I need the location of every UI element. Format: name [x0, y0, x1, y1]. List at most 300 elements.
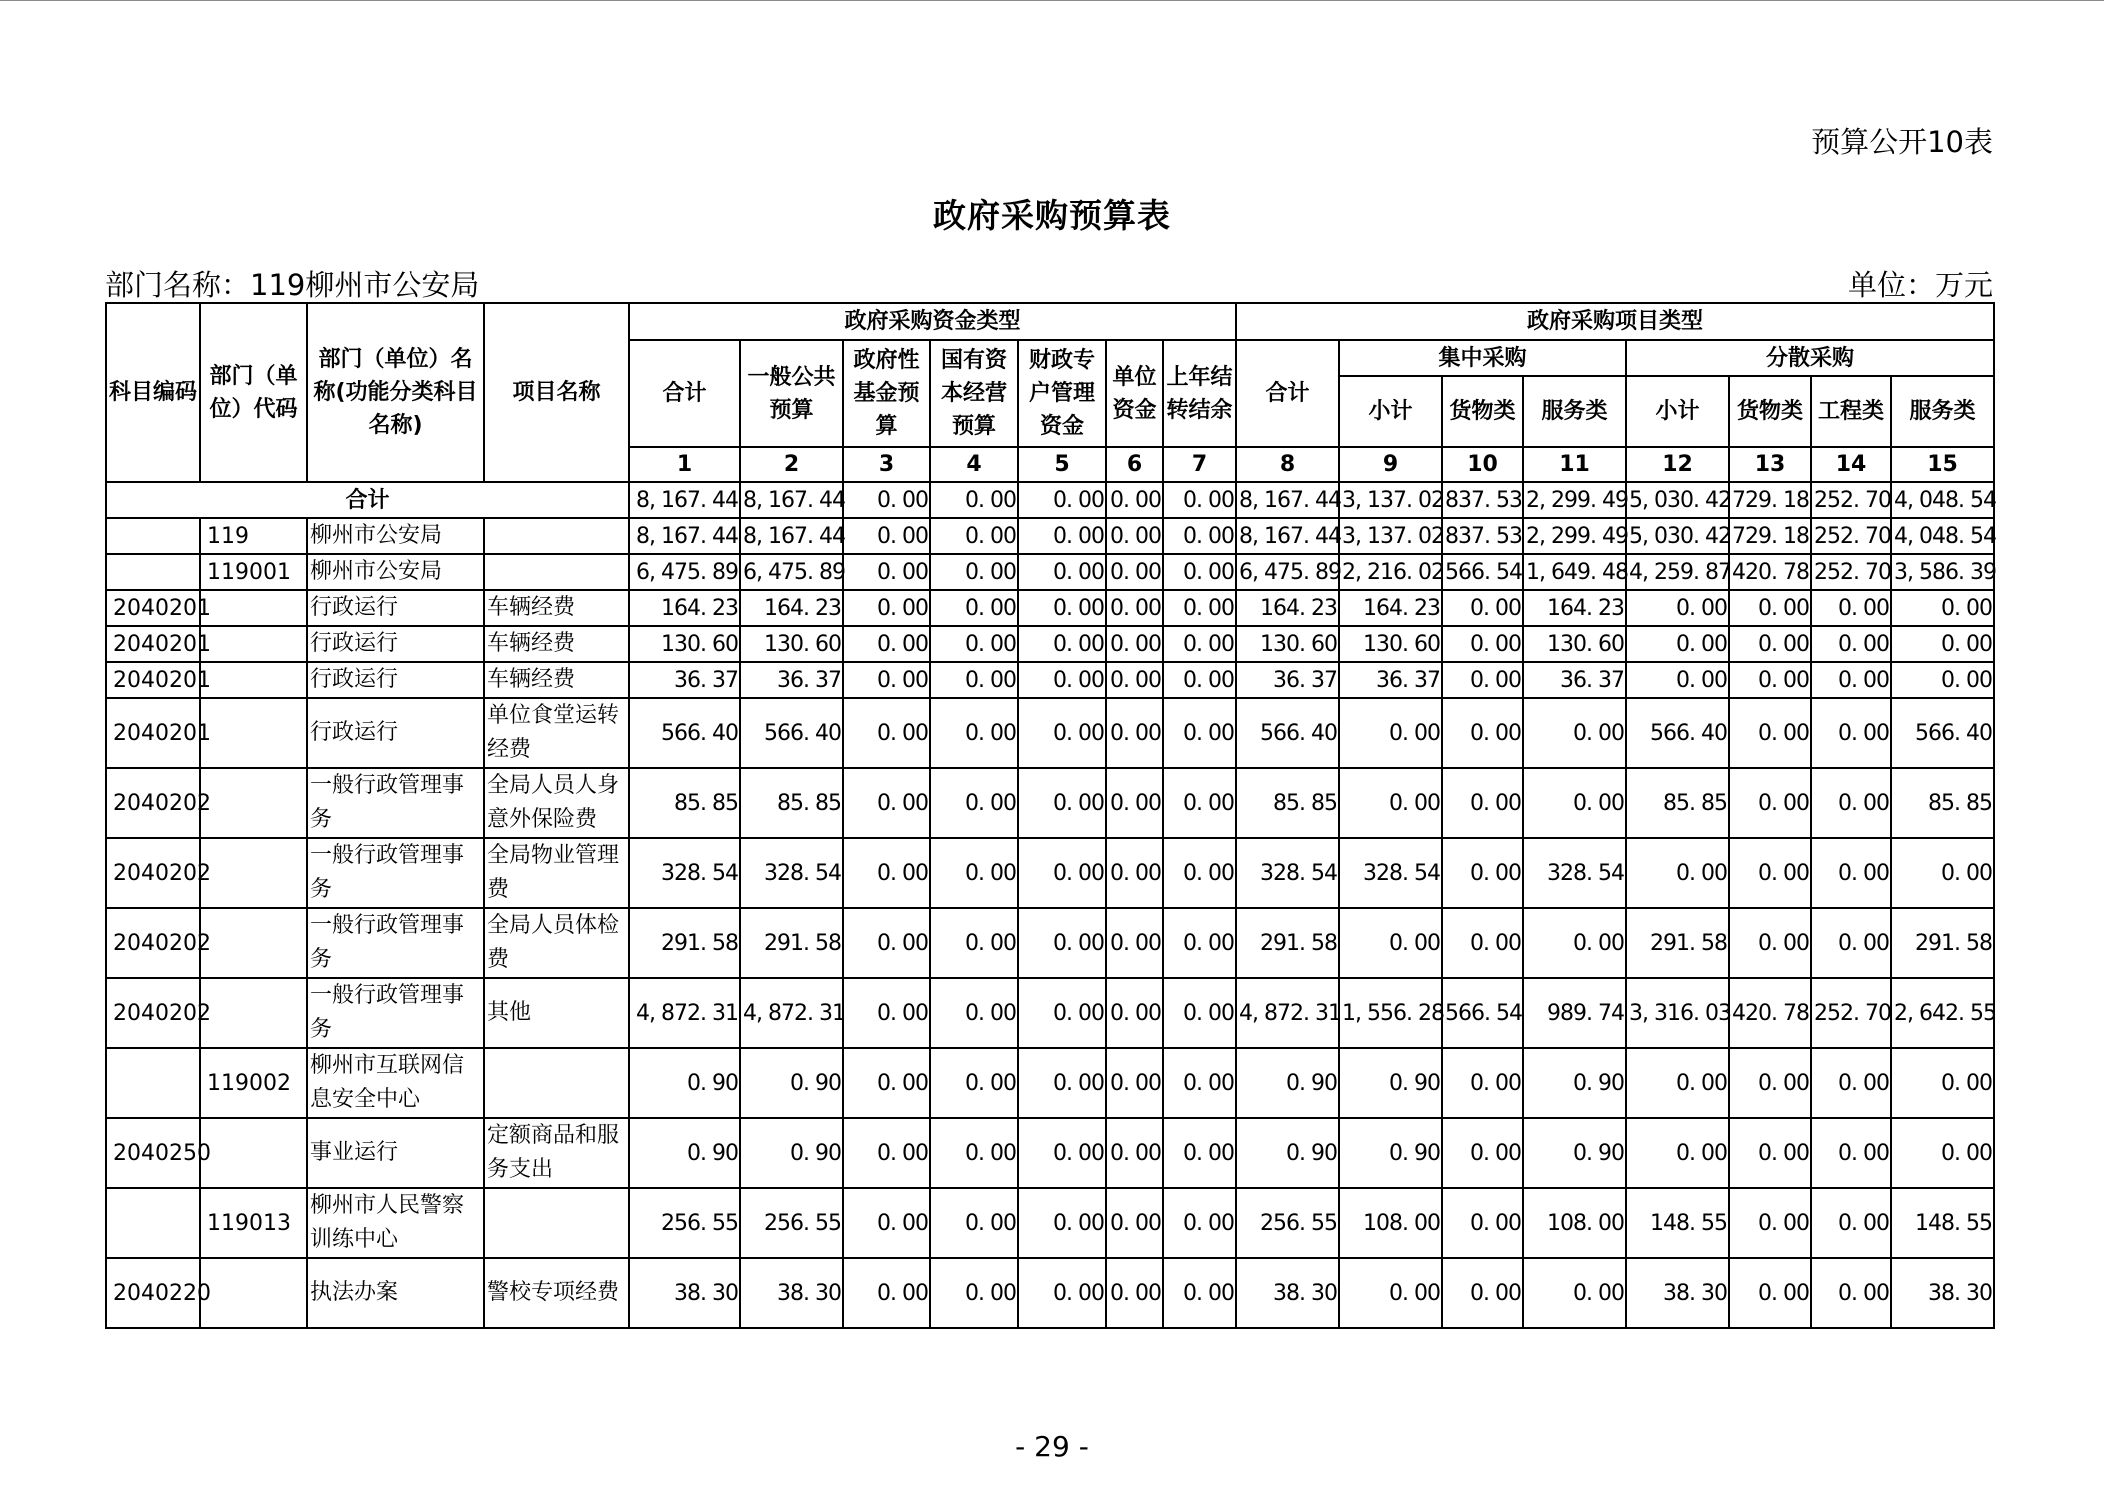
value-cell: 0. 00 — [1442, 698, 1523, 768]
value-cell: 0. 00 — [1811, 662, 1891, 698]
table-row — [106, 662, 1994, 698]
header-dispersed: 分散采购 — [1626, 340, 1994, 376]
value-cell: 989. 74 — [1523, 978, 1626, 1048]
value-cell: 0. 00 — [1891, 1048, 1994, 1118]
dept-code-cell — [200, 978, 307, 1048]
column-number: 10 — [1442, 447, 1523, 482]
value-cell: 0. 00 — [1163, 838, 1236, 908]
dept-name-cell: 行政运行 — [307, 590, 484, 626]
value-cell: 0. 00 — [843, 590, 930, 626]
project-name-cell: 其他 — [484, 978, 629, 1048]
value-cell: 0. 00 — [1106, 698, 1163, 768]
value-cell: 0. 00 — [1442, 1188, 1523, 1258]
value-cell: 0. 00 — [1106, 978, 1163, 1048]
value-cell: 328. 54 — [1339, 838, 1442, 908]
value-cell: 0. 00 — [930, 908, 1018, 978]
dept-code-cell — [200, 768, 307, 838]
value-cell: 0. 00 — [1018, 662, 1106, 698]
subject-code-cell: 2040201 — [106, 662, 200, 698]
value-cell: 0. 00 — [930, 554, 1018, 590]
value-cell: 0. 00 — [1442, 838, 1523, 908]
value-cell: 0. 00 — [1106, 1048, 1163, 1118]
value-cell: 0. 00 — [1626, 1118, 1729, 1188]
value-cell: 252. 70 — [1811, 554, 1891, 590]
value-cell: 0. 00 — [1339, 698, 1442, 768]
value-cell: 0. 00 — [1442, 662, 1523, 698]
project-name-cell: 定额商品和服务支出 — [484, 1118, 629, 1188]
value-cell: 0. 00 — [1626, 838, 1729, 908]
column-number: 3 — [843, 447, 930, 482]
value-cell: 0. 00 — [1442, 1118, 1523, 1188]
subject-code-cell: 2040202 — [106, 908, 200, 978]
project-name-cell: 单位食堂运转经费 — [484, 698, 629, 768]
value-cell: 85. 85 — [629, 768, 740, 838]
table-row — [106, 908, 1994, 978]
value-cell: 0. 00 — [1106, 590, 1163, 626]
project-name-cell — [484, 1188, 629, 1258]
value-cell: 0. 00 — [1891, 838, 1994, 908]
header-cent-services: 服务类 — [1523, 376, 1626, 447]
value-cell: 566. 40 — [1236, 698, 1339, 768]
column-number: 8 — [1236, 447, 1339, 482]
value-cell: 729. 18 — [1729, 518, 1811, 554]
value-cell: 252. 70 — [1811, 518, 1891, 554]
dept-code-cell — [200, 590, 307, 626]
project-name-cell: 警校专项经费 — [484, 1258, 629, 1328]
subject-code-cell: 2040201 — [106, 590, 200, 626]
value-cell: 0. 00 — [1891, 662, 1994, 698]
value-cell: 2, 216. 02 — [1339, 554, 1442, 590]
value-cell: 328. 54 — [1236, 838, 1339, 908]
value-cell: 36. 37 — [1236, 662, 1339, 698]
value-cell: 36. 37 — [740, 662, 843, 698]
header-dept-name: 部门（单位）名称(功能分类科目名称) — [307, 303, 484, 482]
header-unit-fund: 单位资金 — [1106, 340, 1163, 447]
value-cell: 0. 00 — [1811, 626, 1891, 662]
value-cell: 0. 00 — [1626, 1048, 1729, 1118]
column-number: 11 — [1523, 447, 1626, 482]
value-cell: 0. 00 — [1811, 1258, 1891, 1328]
value-cell: 6, 475. 89 — [1236, 554, 1339, 590]
value-cell: 5, 030. 42 — [1626, 518, 1729, 554]
subject-code-cell: 2040201 — [106, 698, 200, 768]
header-disp-services: 服务类 — [1891, 376, 1994, 447]
value-cell: 164. 23 — [629, 590, 740, 626]
value-cell: 0. 90 — [1339, 1118, 1442, 1188]
procurement-budget-table — [105, 302, 1995, 1329]
value-cell: 0. 00 — [1163, 908, 1236, 978]
table-row — [106, 590, 1994, 626]
value-cell: 0. 00 — [1523, 768, 1626, 838]
header-general-budget: 一般公共预算 — [740, 340, 843, 447]
column-number: 6 — [1106, 447, 1163, 482]
header-fund-total: 合计 — [629, 340, 740, 447]
column-number: 9 — [1339, 447, 1442, 482]
value-cell: 4, 872. 31 — [1236, 978, 1339, 1048]
value-cell: 0. 90 — [1523, 1118, 1626, 1188]
total-cell: 837. 53 — [1442, 482, 1523, 518]
value-cell: 420. 78 — [1729, 978, 1811, 1048]
header-fund-type: 政府采购资金类型 — [629, 303, 1236, 340]
value-cell: 148. 55 — [1626, 1188, 1729, 1258]
page-title: 政府采购预算表 — [933, 196, 1171, 235]
value-cell: 4, 048. 54 — [1891, 518, 1994, 554]
project-name-cell: 车辆经费 — [484, 662, 629, 698]
value-cell: 8, 167. 44 — [740, 518, 843, 554]
total-cell: 0. 00 — [1163, 482, 1236, 518]
value-cell: 0. 00 — [1163, 626, 1236, 662]
value-cell: 0. 00 — [1163, 1188, 1236, 1258]
total-cell: 8, 167. 44 — [740, 482, 843, 518]
header-gov-fund: 政府性基金预算 — [843, 340, 930, 447]
value-cell: 8, 167. 44 — [629, 518, 740, 554]
value-cell: 0. 00 — [1106, 626, 1163, 662]
value-cell: 291. 58 — [1626, 908, 1729, 978]
value-cell: 0. 00 — [1106, 838, 1163, 908]
unit-label: 单位：万元 — [1847, 268, 1993, 302]
value-cell: 0. 00 — [1018, 554, 1106, 590]
value-cell: 0. 00 — [1339, 1258, 1442, 1328]
total-cell: 0. 00 — [930, 482, 1018, 518]
value-cell: 0. 00 — [1523, 698, 1626, 768]
value-cell: 38. 30 — [740, 1258, 843, 1328]
value-cell: 0. 00 — [1018, 590, 1106, 626]
value-cell: 0. 00 — [1106, 1118, 1163, 1188]
value-cell: 38. 30 — [1891, 1258, 1994, 1328]
value-cell: 0. 00 — [843, 838, 930, 908]
value-cell: 1, 556. 28 — [1339, 978, 1442, 1048]
column-number: 2 — [740, 447, 843, 482]
dept-code-cell — [200, 662, 307, 698]
value-cell: 0. 00 — [1442, 626, 1523, 662]
value-cell: 0. 00 — [843, 768, 930, 838]
value-cell: 0. 00 — [1018, 698, 1106, 768]
value-cell: 0. 00 — [1163, 978, 1236, 1048]
value-cell: 0. 00 — [1729, 1188, 1811, 1258]
value-cell: 0. 00 — [1106, 1188, 1163, 1258]
value-cell: 252. 70 — [1811, 978, 1891, 1048]
dept-code-cell: 119013 — [200, 1188, 307, 1258]
value-cell: 0. 00 — [1163, 662, 1236, 698]
value-cell: 0. 00 — [1891, 590, 1994, 626]
value-cell: 0. 00 — [1163, 554, 1236, 590]
value-cell: 0. 00 — [1442, 768, 1523, 838]
total-cell: 729. 18 — [1729, 482, 1811, 518]
value-cell: 0. 00 — [843, 978, 930, 1048]
value-cell: 3, 316. 03 — [1626, 978, 1729, 1048]
value-cell: 837. 53 — [1442, 518, 1523, 554]
header-special-account: 财政专户管理资金 — [1018, 340, 1106, 447]
value-cell: 0. 00 — [1018, 838, 1106, 908]
total-cell: 0. 00 — [1018, 482, 1106, 518]
project-name-cell: 全局人员人身意外保险费 — [484, 768, 629, 838]
value-cell: 0. 00 — [1106, 768, 1163, 838]
header-project-name: 项目名称 — [484, 303, 629, 482]
header-disp-works: 工程类 — [1811, 376, 1891, 447]
project-name-cell: 车辆经费 — [484, 626, 629, 662]
value-cell: 0. 00 — [1891, 626, 1994, 662]
total-cell: 4, 048. 54 — [1891, 482, 1994, 518]
table-row — [106, 838, 1994, 908]
value-cell: 0. 00 — [930, 1188, 1018, 1258]
value-cell: 0. 00 — [1163, 698, 1236, 768]
value-cell: 0. 00 — [1106, 662, 1163, 698]
value-cell: 0. 00 — [1106, 554, 1163, 590]
value-cell: 0. 00 — [843, 1118, 930, 1188]
dept-code-cell — [200, 908, 307, 978]
value-cell: 38. 30 — [1236, 1258, 1339, 1328]
value-cell: 85. 85 — [1236, 768, 1339, 838]
value-cell: 0. 00 — [930, 1258, 1018, 1328]
total-cell: 0. 00 — [843, 482, 930, 518]
total-cell: 8, 167. 44 — [629, 482, 740, 518]
column-number: 14 — [1811, 447, 1891, 482]
page-number: - 29 - — [1015, 1430, 1089, 1463]
value-cell: 0. 00 — [1163, 768, 1236, 838]
value-cell: 4, 872. 31 — [629, 978, 740, 1048]
table-row — [106, 1258, 1994, 1328]
header-state-capital: 国有资本经营预算 — [930, 340, 1018, 447]
header-carryover: 上年结转结余 — [1163, 340, 1236, 447]
value-cell: 4, 872. 31 — [740, 978, 843, 1048]
value-cell: 0. 00 — [843, 554, 930, 590]
table-row — [106, 1188, 1994, 1258]
table-row — [106, 554, 1994, 590]
value-cell: 0. 00 — [1018, 908, 1106, 978]
header-disp-goods: 货物类 — [1729, 376, 1811, 447]
value-cell: 0. 00 — [1729, 1258, 1811, 1328]
value-cell: 0. 00 — [1442, 908, 1523, 978]
column-number: 13 — [1729, 447, 1811, 482]
column-number: 4 — [930, 447, 1018, 482]
value-cell: 0. 00 — [930, 768, 1018, 838]
subject-code-cell — [106, 554, 200, 590]
value-cell: 85. 85 — [1891, 768, 1994, 838]
value-cell: 566. 54 — [1442, 554, 1523, 590]
header-disp-subtotal: 小计 — [1626, 376, 1729, 447]
subject-code-cell — [106, 1048, 200, 1118]
value-cell: 0. 90 — [1523, 1048, 1626, 1118]
dept-name-cell: 行政运行 — [307, 626, 484, 662]
dept-name-cell: 一般行政管理事务 — [307, 768, 484, 838]
table-row — [106, 978, 1994, 1048]
subject-code-cell: 2040202 — [106, 978, 200, 1048]
project-name-cell: 全局人员体检费 — [484, 908, 629, 978]
value-cell: 108. 00 — [1523, 1188, 1626, 1258]
project-name-cell — [484, 1048, 629, 1118]
value-cell: 0. 00 — [1729, 698, 1811, 768]
value-cell: 164. 23 — [740, 590, 843, 626]
value-cell: 36. 37 — [629, 662, 740, 698]
value-cell: 36. 37 — [1339, 662, 1442, 698]
table-row — [106, 518, 1994, 554]
column-number: 15 — [1891, 447, 1994, 482]
dept-name-cell: 行政运行 — [307, 698, 484, 768]
value-cell: 0. 00 — [1729, 590, 1811, 626]
dept-code-cell: 119002 — [200, 1048, 307, 1118]
value-cell: 0. 00 — [1018, 768, 1106, 838]
top-rule — [0, 0, 2104, 1]
value-cell: 0. 00 — [843, 518, 930, 554]
value-cell: 0. 90 — [740, 1118, 843, 1188]
value-cell: 164. 23 — [1236, 590, 1339, 626]
value-cell: 130. 60 — [629, 626, 740, 662]
value-cell: 566. 40 — [1891, 698, 1994, 768]
value-cell: 291. 58 — [1236, 908, 1339, 978]
project-name-cell — [484, 518, 629, 554]
value-cell: 0. 00 — [1811, 908, 1891, 978]
value-cell: 0. 00 — [1729, 838, 1811, 908]
value-cell: 0. 00 — [1018, 1258, 1106, 1328]
value-cell: 85. 85 — [740, 768, 843, 838]
value-cell: 328. 54 — [740, 838, 843, 908]
value-cell: 0. 00 — [930, 518, 1018, 554]
dept-name-cell: 事业运行 — [307, 1118, 484, 1188]
value-cell: 108. 00 — [1339, 1188, 1442, 1258]
value-cell: 0. 00 — [1163, 1048, 1236, 1118]
subject-code-cell — [106, 518, 200, 554]
value-cell: 0. 00 — [1163, 1258, 1236, 1328]
value-cell: 291. 58 — [740, 908, 843, 978]
value-cell: 328. 54 — [1523, 838, 1626, 908]
value-cell: 0. 00 — [1811, 590, 1891, 626]
value-cell: 0. 00 — [1729, 662, 1811, 698]
total-cell: 8, 167. 44 — [1236, 482, 1339, 518]
value-cell: 0. 00 — [1729, 1048, 1811, 1118]
value-cell: 0. 00 — [1442, 590, 1523, 626]
value-cell: 0. 00 — [1163, 518, 1236, 554]
value-cell: 38. 30 — [1626, 1258, 1729, 1328]
value-cell: 291. 58 — [629, 908, 740, 978]
table-row — [106, 1118, 1994, 1188]
dept-name-cell: 柳州市人民警察训练中心 — [307, 1188, 484, 1258]
value-cell: 0. 00 — [843, 1188, 930, 1258]
value-cell: 1, 649. 48 — [1523, 554, 1626, 590]
total-row-label: 合计 — [106, 482, 629, 518]
value-cell: 38. 30 — [629, 1258, 740, 1328]
value-cell: 0. 00 — [843, 908, 930, 978]
value-cell: 130. 60 — [1339, 626, 1442, 662]
value-cell: 256. 55 — [740, 1188, 843, 1258]
table-row — [106, 768, 1994, 838]
value-cell: 0. 00 — [1811, 698, 1891, 768]
subject-code-cell: 2040202 — [106, 838, 200, 908]
value-cell: 0. 00 — [1339, 908, 1442, 978]
value-cell: 85. 85 — [1626, 768, 1729, 838]
header-cent-goods: 货物类 — [1442, 376, 1523, 447]
value-cell: 0. 00 — [843, 1258, 930, 1328]
value-cell: 566. 40 — [1626, 698, 1729, 768]
value-cell: 0. 90 — [1236, 1118, 1339, 1188]
value-cell: 0. 90 — [629, 1118, 740, 1188]
value-cell: 0. 00 — [1523, 1258, 1626, 1328]
value-cell: 0. 00 — [1523, 908, 1626, 978]
table-row — [106, 626, 1994, 662]
value-cell: 0. 00 — [930, 626, 1018, 662]
dept-code-cell — [200, 698, 307, 768]
value-cell: 0. 00 — [1626, 662, 1729, 698]
header-project-total: 合计 — [1236, 340, 1339, 447]
value-cell: 0. 00 — [1811, 1188, 1891, 1258]
value-cell: 3, 137. 02 — [1339, 518, 1442, 554]
value-cell: 3, 586. 39 — [1891, 554, 1994, 590]
value-cell: 0. 00 — [1163, 1118, 1236, 1188]
value-cell: 0. 00 — [843, 626, 930, 662]
value-cell: 0. 00 — [1729, 626, 1811, 662]
value-cell: 0. 00 — [1626, 590, 1729, 626]
value-cell: 0. 00 — [1811, 768, 1891, 838]
dept-name-cell: 一般行政管理事务 — [307, 908, 484, 978]
value-cell: 0. 00 — [1729, 768, 1811, 838]
value-cell: 0. 00 — [1442, 1258, 1523, 1328]
value-cell: 0. 00 — [1018, 626, 1106, 662]
value-cell: 256. 55 — [629, 1188, 740, 1258]
dept-name-cell: 柳州市公安局 — [307, 554, 484, 590]
value-cell: 328. 54 — [629, 838, 740, 908]
dept-code-cell: 119 — [200, 518, 307, 554]
column-number: 12 — [1626, 447, 1729, 482]
dept-name-cell: 一般行政管理事务 — [307, 978, 484, 1048]
value-cell: 0. 00 — [1018, 518, 1106, 554]
value-cell: 0. 00 — [1811, 1048, 1891, 1118]
project-name-cell — [484, 554, 629, 590]
column-number: 5 — [1018, 447, 1106, 482]
value-cell: 0. 00 — [843, 1048, 930, 1118]
value-cell: 0. 00 — [930, 1048, 1018, 1118]
value-cell: 2, 642. 55 — [1891, 978, 1994, 1048]
column-number: 1 — [629, 447, 740, 482]
value-cell: 0. 00 — [1106, 1258, 1163, 1328]
value-cell: 8, 167. 44 — [1236, 518, 1339, 554]
header-subject-code: 科目编码 — [106, 303, 200, 482]
subject-code-cell: 2040202 — [106, 768, 200, 838]
value-cell: 2, 299. 49 — [1523, 518, 1626, 554]
value-cell: 0. 00 — [1729, 1118, 1811, 1188]
table-number: 预算公开10表 — [1811, 125, 1993, 159]
table-row — [106, 1048, 1994, 1118]
value-cell: 0. 00 — [930, 698, 1018, 768]
value-cell: 0. 00 — [1106, 518, 1163, 554]
dept-name-cell: 行政运行 — [307, 662, 484, 698]
department-label: 部门名称：119柳州市公安局 — [105, 268, 480, 302]
value-cell: 164. 23 — [1523, 590, 1626, 626]
subject-code-cell: 2040220 — [106, 1258, 200, 1328]
value-cell: 0. 00 — [1729, 908, 1811, 978]
value-cell: 0. 00 — [843, 662, 930, 698]
table-row — [106, 698, 1994, 768]
value-cell: 6, 475. 89 — [629, 554, 740, 590]
header-cent-subtotal: 小计 — [1339, 376, 1442, 447]
value-cell: 148. 55 — [1891, 1188, 1994, 1258]
value-cell: 0. 00 — [930, 978, 1018, 1048]
value-cell: 0. 00 — [930, 838, 1018, 908]
value-cell: 0. 00 — [843, 698, 930, 768]
value-cell: 130. 60 — [740, 626, 843, 662]
total-cell: 5, 030. 42 — [1626, 482, 1729, 518]
value-cell: 420. 78 — [1729, 554, 1811, 590]
value-cell: 256. 55 — [1236, 1188, 1339, 1258]
value-cell: 0. 00 — [1163, 590, 1236, 626]
value-cell: 0. 00 — [1018, 1048, 1106, 1118]
total-cell: 3, 137. 02 — [1339, 482, 1442, 518]
dept-code-cell — [200, 626, 307, 662]
dept-code-cell — [200, 838, 307, 908]
value-cell: 0. 00 — [930, 590, 1018, 626]
value-cell: 566. 54 — [1442, 978, 1523, 1048]
value-cell: 0. 00 — [1018, 1118, 1106, 1188]
value-cell: 164. 23 — [1339, 590, 1442, 626]
value-cell: 0. 90 — [740, 1048, 843, 1118]
